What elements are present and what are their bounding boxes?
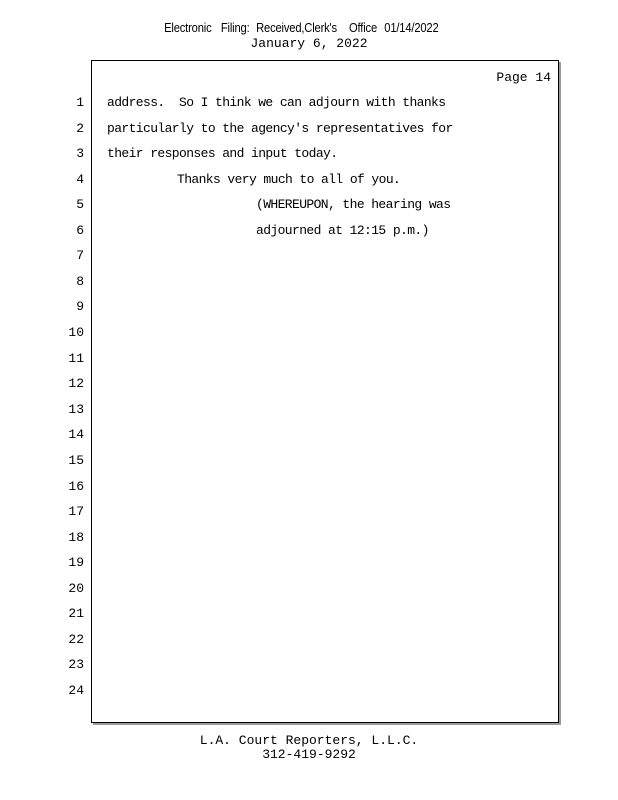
line-number: 17 — [68, 504, 84, 519]
line-number: 2 — [76, 121, 84, 136]
line-number: 12 — [68, 376, 84, 391]
stamp-received: Received,Clerk's — [256, 20, 337, 35]
line-number: 5 — [76, 197, 84, 212]
line-number: 16 — [68, 479, 84, 494]
line-number: 20 — [68, 581, 84, 596]
line-number: 14 — [68, 427, 84, 442]
line-number: 3 — [76, 146, 84, 161]
line-number: 7 — [76, 248, 84, 263]
line-number: 8 — [76, 274, 84, 289]
stamp-filing: Filing: — [220, 20, 250, 35]
hearing-date: January 6, 2022 — [250, 36, 368, 51]
line-number: 1 — [76, 95, 84, 110]
transcript-line: adjourned at 12:15 p.m.) — [256, 223, 429, 238]
transcript-line: (WHEREUPON, the hearing was — [256, 197, 451, 212]
transcript-line: their responses and input today. — [107, 146, 338, 161]
line-number: 23 — [68, 657, 84, 672]
page-number: Page 14 — [496, 70, 551, 85]
line-number: 18 — [68, 530, 84, 545]
footer-phone: 312-419-9292 — [262, 747, 356, 762]
transcript-line: address. So I think we can adjourn with thanks — [107, 95, 446, 110]
line-number: 4 — [76, 172, 84, 187]
transcript-line: Thanks very much to all of you. — [177, 172, 401, 187]
footer-company: L.A. Court Reporters, L.L.C. — [199, 733, 419, 748]
line-number: 19 — [68, 555, 84, 570]
line-number: 21 — [68, 606, 84, 621]
line-number: 9 — [76, 299, 84, 314]
stamp-electronic: Electronic — [164, 20, 212, 35]
line-number: 13 — [68, 402, 84, 417]
line-number: 6 — [76, 223, 84, 238]
transcript-line: particularly to the agency's representatives for — [107, 121, 453, 136]
line-number: 22 — [68, 632, 84, 647]
stamp-date: 01/14/2022 — [384, 20, 439, 35]
stamp-office: Office — [349, 20, 377, 35]
line-number: 24 — [68, 683, 84, 698]
line-number: 10 — [68, 325, 84, 340]
line-number: 11 — [68, 351, 84, 366]
line-number: 15 — [68, 453, 84, 468]
